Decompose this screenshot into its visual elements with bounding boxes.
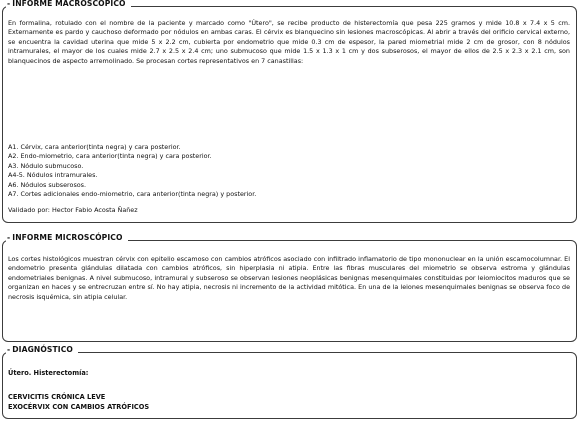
microscopic-title: - INFORME MICROSCÓPICO — [6, 233, 128, 242]
dash-icon: - — [7, 345, 11, 354]
macroscopic-paragraph: En formalina, rotulado con el nombre de la paciente y marcado como "Útero", se recibe producto de histerectomía que pesa 225 gramos y mide 10.8 x 7.4 x 5 cm. Externamente es pardo y cauchoso deformado por nódulos en ambas caras. El cérvix es blanquecino sin lesiones macroscópicas. Al abrir a través del orificio cervical externo, se encuentra la cavidad uterina que mide 5 x 2.2 cm, cubierta por endometrio que mide 0.3 cm de espesor, la pared miometrial mide 2 cm de grosor, con 8 nódulos intramurales, el mayor de los cuales mide 2.7 x 2.5 x 2.4 cm; uno submucoso que mide 1.5 x 1.3 x 1 cm y dos subserosos, el mayor de ellos de 2.5 x 2.3 x 2.1 cm, son blanquecinos de aspecto arremolinado. Se procesan cortes representativos en 7 canastillas: — [8, 19, 570, 65]
list-item: A6. Nódulos subserosos. — [8, 180, 87, 189]
list-item: A2. Endo-miometrio, cara anterior(tinta negra) y cara posterior. — [8, 152, 212, 161]
diagnosis-specimen: Útero. Histerectomía: — [8, 369, 89, 377]
list-item: A1. Cérvix, cara anterior(tinta negra) y cara posterior. — [8, 143, 181, 151]
cuts-list — [8, 143, 570, 199]
macroscopic-section — [2, 0, 577, 223]
microscopic-section — [2, 233, 577, 342]
list-item: A3. Nódulo submucoso. — [8, 161, 84, 170]
dash-icon: - — [7, 0, 11, 8]
dash-icon: - — [7, 233, 11, 242]
diagnosis-title: - DIAGNÓSTICO — [6, 345, 78, 354]
diagnosis-line: EXOCÉRVIX CON CAMBIOS ATRÓFICOS — [8, 402, 150, 411]
microscopic-paragraph: Los cortes histológicos muestran cérvix con epitelio escamoso con cambios atróficos asociado con infiltrado inflamatorio de tipo mononuclear en la unión escamocolumnar. El endometrio presenta glándulas dilatada con cambios atróficos, sin hiperplasia ni atipia. Entre las fibras musculares del miometrio se observa estroma y glándulas endometriales benignas. A nivel submucoso, intramural y subseroso se observan lesiones neoplásicas benignas mesenquimales constituidas por leiomiocitos maduros que se organizan en haces y se entrecruzan entre sí. No hay atipia, necrosis ni incremento de la actividad mitótica. En una de la leiones mesenquimales benignas se observa foco de necrosis isquémica, sin atipia celular. — [8, 255, 570, 301]
macroscopic-title: - INFORME MACROSCÓPICO — [6, 0, 131, 8]
diagnosis-lines — [8, 393, 570, 412]
list-item: A7. Cortes adicionales endo-miometrio, cara anterior(tinta negra) y posterior. — [8, 190, 257, 199]
validated-by: Validado por: Hector Fabio Acosta Ñañez — [8, 206, 138, 214]
diagnosis-section — [2, 345, 577, 419]
diagnosis-line: CERVICITIS CRÓNICA LEVE — [8, 393, 106, 401]
list-item: A4-5. Nódulos intramurales. — [8, 171, 98, 180]
